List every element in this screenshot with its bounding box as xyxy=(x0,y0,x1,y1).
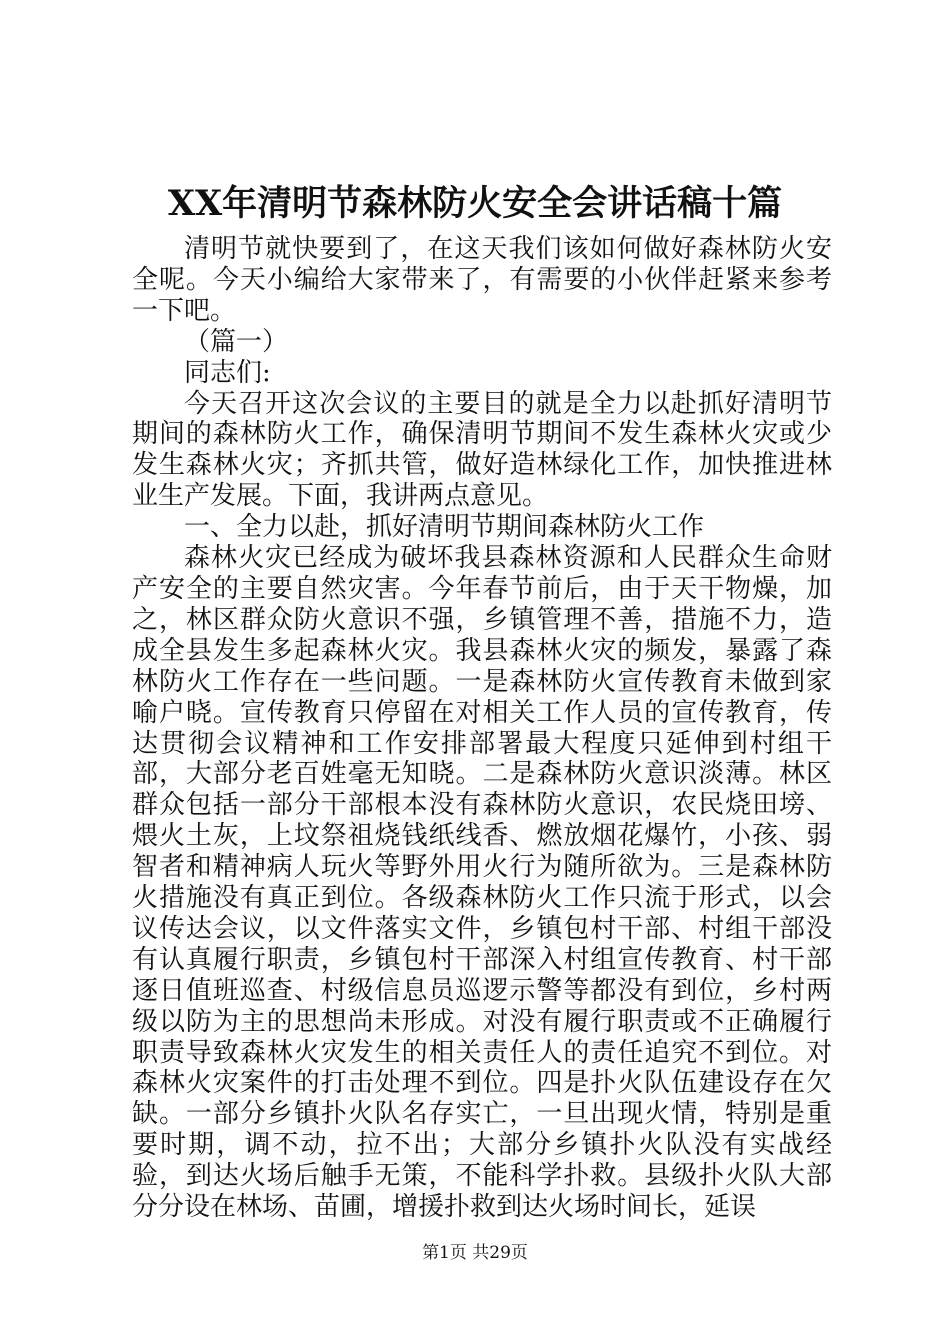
document-title: XX年清明节森林防火安全会讲话稿十篇 xyxy=(167,183,783,224)
page-number-footer: 第1页 共29页 xyxy=(422,1243,528,1263)
body-paragraph: 今天召开这次会议的主要目的就是全力以赴抓好清明节期间的森林防火工作，确保清明节期间不发生森林火灾或少发生森林火灾；齐抓共管，做好造林绿化工作，加快推进林业生产发展。下面，我讲两点意见。 xyxy=(132,388,832,512)
body-paragraph: 森林火灾已经成为破坏我县森林资源和人民群众生命财产安全的主要自然灾害。今年春节前后，由于天干物燥，加之，林区群众防火意识不强，乡镇管理不善，措施不力，造成全县发生多起森林火灾。我县森林火灾的频发，暴露了森林防火工作存在一些问题。一是森林防火宣传教育未做到家喻户晓。宣传教育只停留在对相关工作人员的宣传教育，传达贯彻会议精神和工作安排部署最大程度只延伸到村组干部，大部分老百姓毫无知晓。二是森林防火意识淡薄。林区群众包括一部分干部根本没有森林防火意识，农民烧田塝、煨火土灰，上坟祭祖烧钱纸线香、燃放烟花爆竹，小孩、弱智者和精神病人玩火等野外用火行为随所欲为。三是森林防火措施没有真正到位。各级森林防火工作只流于形式，以会议传达会议，以文件落实文件，乡镇包村干部、村组干部没有认真履行职责，乡镇包村干部深入村组宣传教育、村干部逐日值班巡查、村级信息员巡逻示警等都没有到位，乡村两级以防为主的思想尚未形成。对没有履行职责或不正确履行职责导致森林火灾发生的相关责任人的责任追究不到位。对森林火灾案件的打击处理不到位。四是扑火队伍建设存在欠缺。一部分乡镇扑火队名存实亡，一旦出现火情，特别是重要时期，调不动，拉不出；大部分乡镇扑火队没有实战经验，到达火场后触手无策，不能科学扑救。县级扑火队大部分分设在林场、苗圃，增援扑救到达火场时间长，延误 xyxy=(132,543,832,1223)
salutation: 同志们: xyxy=(184,357,271,388)
document-body xyxy=(132,234,832,1223)
intro-paragraph: 清明节就快要到了，在这天我们该如何做好森林防火安全呢。今天小编给大家带来了，有需要的小伙伴赶紧来参考一下吧。 xyxy=(132,234,832,326)
subsection-heading: 一、全力以赴，抓好清明节期间森林防火工作 xyxy=(184,512,705,543)
section-heading: （篇一） xyxy=(184,326,289,357)
